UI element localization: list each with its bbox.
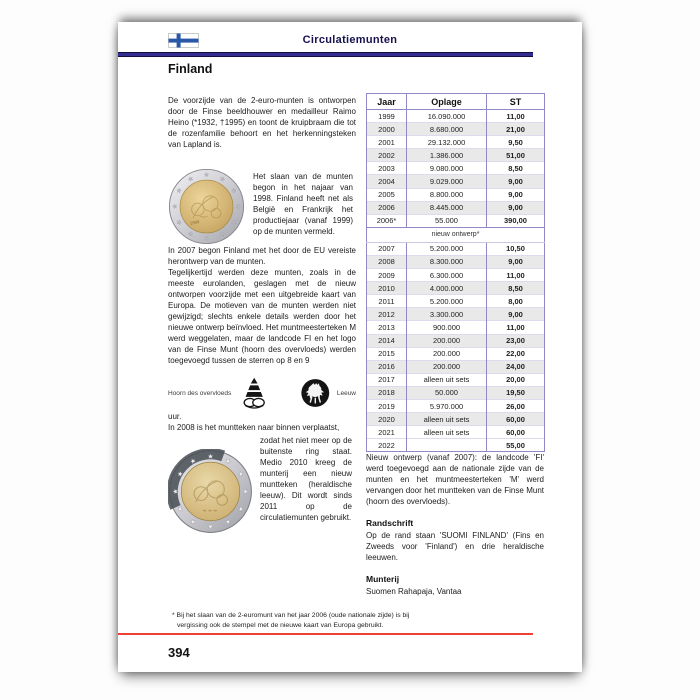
mintage-cell: 55.000 — [407, 214, 487, 227]
year-cell: 2009 — [367, 269, 407, 282]
price-cell: 22,00 — [487, 347, 545, 360]
catalog-page — [118, 22, 582, 672]
mintage-cell: 8.680.000 — [407, 123, 487, 136]
mintage-cell: alleen uit sets — [407, 413, 487, 426]
mintage-cell: 8.800.000 — [407, 188, 487, 201]
intro-paragraph-5-rest: zodat het niet meer op de buitenste ring staat. Medio 2010 kreeg de munterij een nieuw muntteken (heraldische leeuw). Dit wordt sinds 2011 op de circulatiemunten gebruikt. — [260, 436, 352, 522]
lion-label: Leeuw — [336, 389, 356, 397]
table-row — [367, 413, 545, 426]
price-cell: 10,50 — [487, 242, 545, 255]
mintage-cell: 200.000 — [407, 334, 487, 347]
table-row — [367, 386, 545, 399]
mintage-table — [366, 93, 545, 452]
year-cell: 2013 — [367, 321, 407, 334]
table-row — [367, 255, 545, 268]
mintage-cell: 8.445.000 — [407, 201, 487, 214]
coin-year: 1999 — [189, 219, 200, 226]
table-row — [367, 214, 545, 227]
year-cell: 2014 — [367, 334, 407, 347]
mintage-cell: 50.000 — [407, 386, 487, 399]
page-title: Finland — [168, 62, 213, 76]
price-cell: 8,50 — [487, 162, 545, 175]
table-row — [367, 136, 545, 149]
table-row — [367, 269, 545, 282]
coin-row-old-design — [168, 168, 356, 245]
mintage-cell: alleen uit sets — [407, 373, 487, 386]
table-header-row — [367, 94, 545, 110]
year-cell: 2016 — [367, 360, 407, 373]
mintage-cell: 9.080.000 — [407, 162, 487, 175]
price-cell: 9,00 — [487, 308, 545, 321]
mintage-cell: 16.090.000 — [407, 110, 487, 123]
lion-icon — [300, 377, 331, 409]
mintage-cell: 900.000 — [407, 321, 487, 334]
munterij-heading: Munterij — [366, 574, 400, 585]
price-cell: 8,50 — [487, 282, 545, 295]
price-cell: 390,00 — [487, 214, 545, 227]
price-cell: 21,00 — [487, 123, 545, 136]
price-cell: 11,00 — [487, 110, 545, 123]
footnote-text: Bij het slaan van de 2-euromunt van het jaar 2006 (oude nationale zijde) is bij vergissing ook de stempel met de nieuwe kaart van Europa gebruikt. — [176, 612, 410, 629]
mintage-cell: 4.000.000 — [407, 282, 487, 295]
right-column — [366, 93, 544, 597]
year-cell: 2020 — [367, 413, 407, 426]
year-cell: 2004 — [367, 175, 407, 188]
mintage-cell: 6.300.000 — [407, 269, 487, 282]
munterij-text: Suomen Rahapaja, Vantaa — [366, 587, 462, 597]
section-title: Circulatiemunten — [302, 34, 398, 46]
table-row — [367, 110, 545, 123]
intro-paragraph-2: Het slaan van de munten begon in het najaar van 1998. Finland heeft net als België en Frankrijk het productiejaar (vanaf 1999) op de munten vermeld. — [253, 172, 353, 236]
footnote — [172, 611, 423, 630]
price-cell: 26,00 — [487, 399, 545, 412]
year-cell: 2022 — [367, 439, 407, 452]
table-row — [367, 175, 545, 188]
mintage-cell — [407, 439, 487, 452]
table-row — [367, 162, 545, 175]
footnote-marker: * — [172, 612, 175, 619]
year-cell: 2002 — [367, 149, 407, 162]
page-number: 394 — [168, 645, 190, 660]
year-cell: 2006 — [367, 201, 407, 214]
year-cell: 2010 — [367, 282, 407, 295]
table-row — [367, 123, 545, 136]
table-row — [367, 360, 545, 373]
table-row — [367, 282, 545, 295]
year-cell: 2007 — [367, 242, 407, 255]
year-cell: 2001 — [367, 136, 407, 149]
mintage-cell: 1.386.000 — [407, 149, 487, 162]
price-cell: 11,00 — [487, 269, 545, 282]
price-cell: 9,00 — [487, 201, 545, 214]
randschrift-text: Op de rand staan 'SUOMI FINLAND' (Fins en Zweeds voor 'Finland') en drie heraldische leeuwen. — [366, 531, 544, 563]
price-cell: 51,00 — [487, 149, 545, 162]
table-row — [367, 188, 545, 201]
year-cell: 1999 — [367, 110, 407, 123]
header-rule — [118, 52, 533, 57]
table-row — [367, 334, 545, 347]
price-cell: 11,00 — [487, 321, 545, 334]
price-cell: 19,50 — [487, 386, 545, 399]
price-cell: 24,00 — [487, 360, 545, 373]
footer-rule — [118, 633, 533, 635]
price-cell: 60,00 — [487, 426, 545, 439]
left-column — [168, 95, 356, 534]
cornucopia-label: Hoorn des overvloeds — [168, 389, 232, 397]
mintage-cell: alleen uit sets — [407, 426, 487, 439]
year-cell: 2015 — [367, 347, 407, 360]
table-row — [367, 399, 545, 412]
price-cell: 9,00 — [487, 255, 545, 268]
table-row — [367, 149, 545, 162]
column-header-oplage: Oplage — [407, 94, 487, 110]
table-row — [367, 201, 545, 214]
mintage-cell: 5.200.000 — [407, 295, 487, 308]
mint-mark-icons — [168, 375, 356, 411]
table-row — [367, 373, 545, 386]
year-cell: 2018 — [367, 386, 407, 399]
price-cell: 60,00 — [487, 413, 545, 426]
year-cell: 2011 — [367, 295, 407, 308]
year-cell: 2003 — [367, 162, 407, 175]
mintage-cell: 200.000 — [407, 360, 487, 373]
year-cell: 2008 — [367, 255, 407, 268]
column-header-jaar: Jaar — [367, 94, 407, 110]
randschrift-heading: Randschrift — [366, 518, 414, 529]
table-row — [367, 308, 545, 321]
mintage-cell: 9.029.000 — [407, 175, 487, 188]
year-cell: 2006* — [367, 214, 407, 227]
coin-row-new-design — [168, 435, 356, 534]
year-cell: 2012 — [367, 308, 407, 321]
table-row — [367, 347, 545, 360]
price-cell: 8,00 — [487, 295, 545, 308]
mintage-cell: 3.300.000 — [407, 308, 487, 321]
mintage-cell: 29.132.000 — [407, 136, 487, 149]
intro-paragraph-4-cont: uur. — [168, 412, 182, 421]
intro-paragraph-3: In 2007 begon Finland met het door de EU vereiste herontwerp van de munten. — [168, 246, 356, 266]
cornucopia-icon — [237, 376, 271, 410]
mintage-cell: 200.000 — [407, 347, 487, 360]
price-cell: 23,00 — [487, 334, 545, 347]
mintage-cell: 8.300.000 — [407, 255, 487, 268]
year-cell: 2019 — [367, 399, 407, 412]
intro-paragraph-5-line1: In 2008 is het muntteken naar binnen verplaatst, — [168, 423, 340, 432]
table-row — [367, 321, 545, 334]
year-cell: 2021 — [367, 426, 407, 439]
intro-paragraph-1: De voorzijde van de 2-euro-munten is ontworpen door de Finse beeldhouwer en medailleur Raimo Heino (*1932, †1995) en toont de kruipbraam die tot de rozenfamilie behoort en het herkenningsteken van Lapland is. — [168, 96, 356, 149]
mintage-cell: 5.200.000 — [407, 242, 487, 255]
mintage-cell: 5.970.000 — [407, 399, 487, 412]
mintage-table-body — [367, 110, 545, 452]
column-header-st: ST — [487, 94, 545, 110]
price-cell: 20,00 — [487, 373, 545, 386]
price-cell: 9,00 — [487, 175, 545, 188]
intro-paragraph-4: Tegelijkertijd werden deze munten, zoals in de meeste eurolanden, geslagen met de nieuw ontworpen voorzijde met een uitgebreide kaart van Europa. De motieven van de munten werden niet gewijzigd; slechts enkele details werden door het nieuwe ontwerp beïnvloed. Het muntmeesterteken M werd weggelaten, maar de landcode FI en het logo van de Finse Munt (hoorn des overvloeds) werden toegevoegd tussen de sterren op 8 en 9 — [168, 268, 356, 365]
table-row — [367, 426, 545, 439]
new-design-separator: nieuw ontwerp* — [367, 227, 545, 242]
year-cell: 2005 — [367, 188, 407, 201]
table-row — [367, 295, 545, 308]
price-cell: 9,50 — [487, 136, 545, 149]
year-cell: 2000 — [367, 123, 407, 136]
table-separator-row — [367, 227, 545, 242]
price-cell: 55,00 — [487, 439, 545, 452]
two-euro-coin-1999 — [168, 168, 245, 245]
table-row — [367, 242, 545, 255]
year-cell: 2017 — [367, 373, 407, 386]
new-design-paragraph: Nieuw ontwerp (vanaf 2007): de landcode 'FI' werd toegevoegd aan de nationale zijde van de munten en het muntmeesterteken 'M' werd vervangen door het muntteken van de Finse Munt (hoorn des overvloeds). — [366, 453, 544, 507]
two-euro-coin-new-design — [168, 449, 253, 534]
table-row — [367, 439, 545, 452]
price-cell: 9,00 — [487, 188, 545, 201]
